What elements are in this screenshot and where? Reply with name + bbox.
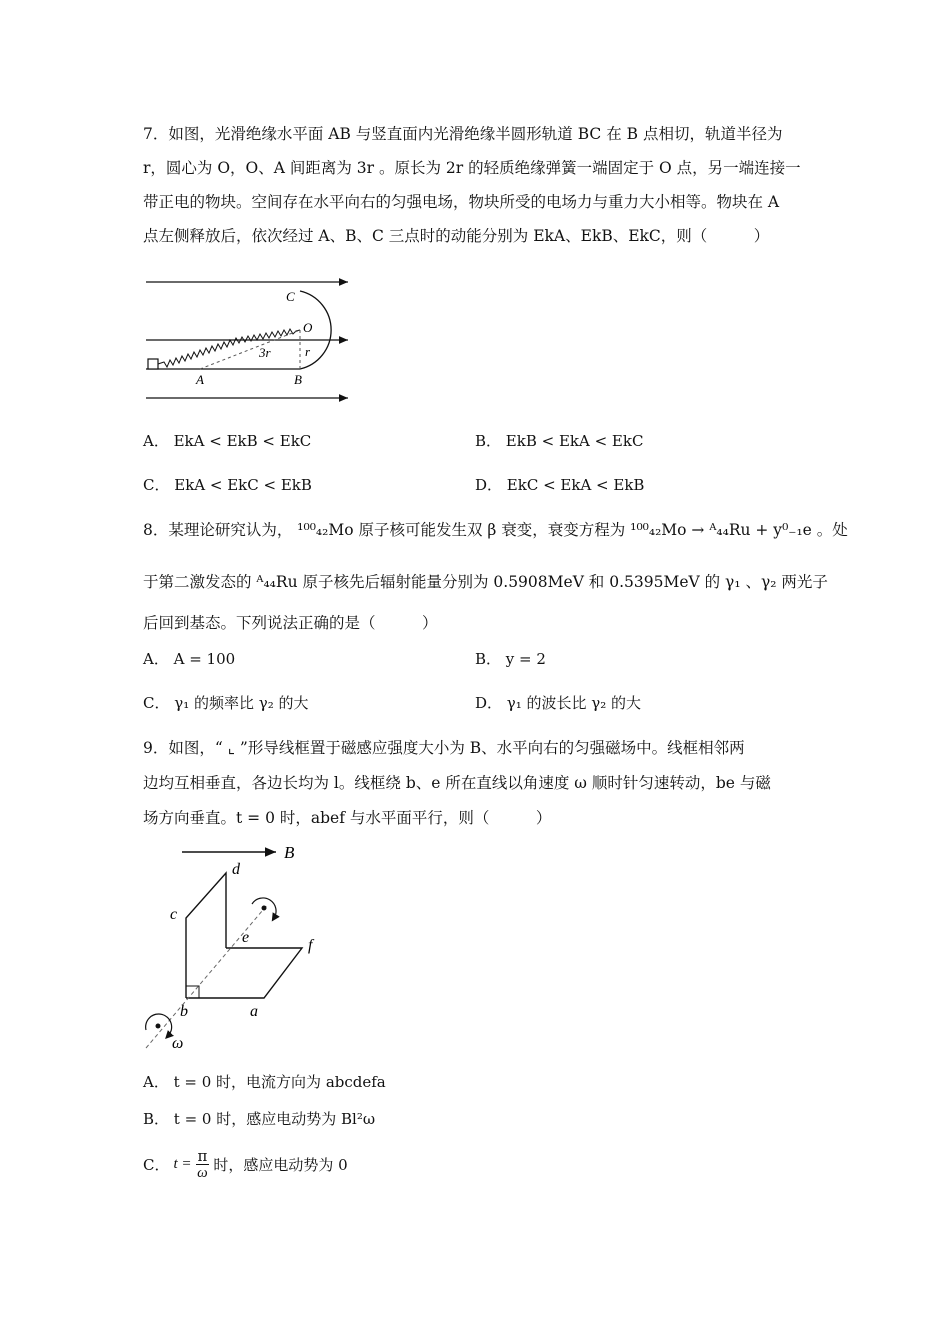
q7-option-a[interactable]: A． EkA < EkB < EkC [143,432,312,450]
q7-option-d[interactable]: D． EkC < EkA < EkB [475,476,645,494]
axis-dot-bottom [156,1024,161,1029]
rotation-axis [146,904,268,1048]
label-3r: 3r [259,345,271,360]
label-e: e [242,929,250,946]
label-r: r [305,344,311,359]
q8-option-a[interactable]: A． A = 100 [143,650,236,668]
q9-option-c-suffix: 时，感应电动势为 0 [213,1156,348,1174]
q9-stem-line-2: 边均互相垂直，各边长均为 l。线框绕 b、e 所在直线以角速度 ω 顺时针匀速转动，be 与磁 [143,774,771,792]
label-a: a [250,1003,258,1020]
q8-stem-line-2: 于第二激发态的 ᴬ₄₄Ru 原子核先后辐射能量分别为 0.5908MeV 和 0.5395MeV 的 γ₁ 、γ₂ 两光子 [143,573,828,591]
label-a: A [196,372,204,387]
q7-stem-line-4: 点左侧释放后，依次经过 A、B、C 三点时的动能分别为 EkA、EkB、EkC，则（ ） [143,227,770,245]
q7-stem-line-2: r，圆心为 O，O、A 间距离为 3r 。原长为 2r 的轻质绝缘弹簧一端固定于 O 点，另一端连接一 [143,159,801,177]
charged-block [148,359,158,369]
frame-horizontal-part [186,948,302,998]
fraction-denominator: ω [197,1165,208,1181]
q9-stem-line-1: 9．如图，“ ⌞ ”形导线框置于磁感应强度大小为 B、水平向右的匀强磁场中。线框相邻两 [143,739,745,757]
dashed-oa [200,330,300,369]
q8-option-b[interactable]: B． y = 2 [475,650,546,668]
t-variable: t = [173,1156,192,1172]
label-b-field: B [284,843,295,862]
q7-figure [140,270,370,410]
q7-stem-line-1: 7．如图，光滑绝缘水平面 AB 与竖直面内光滑绝缘半圆形轨道 BC 在 B 点相切，轨道半径为 [143,125,783,143]
label-d: d [232,861,240,878]
fraction [196,1148,210,1181]
label-c: C [286,289,295,304]
q9-option-a[interactable]: A． t = 0 时，电流方向为 abcdefa [143,1073,386,1091]
axis-dot-top [262,906,267,911]
q7-option-b[interactable]: B． EkB < EkA < EkC [475,432,644,450]
label-o: O [303,320,313,335]
q8-option-c[interactable]: C． γ₁ 的频率比 γ₂ 的大 [143,694,309,712]
q9-figure [138,838,328,1053]
label-b: B [294,372,302,387]
q8-option-d[interactable]: D． γ₁ 的波长比 γ₂ 的大 [475,694,642,712]
q8-stem-line-1: 8．某理论研究认为， ¹⁰⁰₄₂Mo 原子核可能发生双 β 衰变，衰变方程为 ¹⁰⁰₄₂Mo → ᴬ₄₄Ru + y⁰₋₁e 。处 [143,521,848,539]
spring [158,329,300,367]
q9-option-b[interactable]: B． t = 0 时，感应电动势为 Bl²ω [143,1110,376,1128]
q7-option-c[interactable]: C． EkA < EkC < EkB [143,476,312,494]
q7-stem-line-3: 带正电的物块。空间存在水平向右的匀强电场，物块所受的电场力与重力大小相等。物块在 A [143,193,780,211]
frame-vertical-part [186,873,226,998]
q9-option-c-prefix: C． [143,1156,170,1174]
label-f: f [308,937,313,954]
q9-stem-line-3: 场方向垂直。t = 0 时，abef 与水平面平行，则（ ） [143,809,552,827]
fraction-numerator: π [197,1147,208,1165]
q8-stem-line-3: 后回到基态。下列说法正确的是（ ） [143,614,438,632]
label-c: c [170,906,178,923]
q9-option-c[interactable] [143,1148,348,1181]
label-b: b [180,1003,188,1020]
label-omega: ω [172,1035,184,1052]
